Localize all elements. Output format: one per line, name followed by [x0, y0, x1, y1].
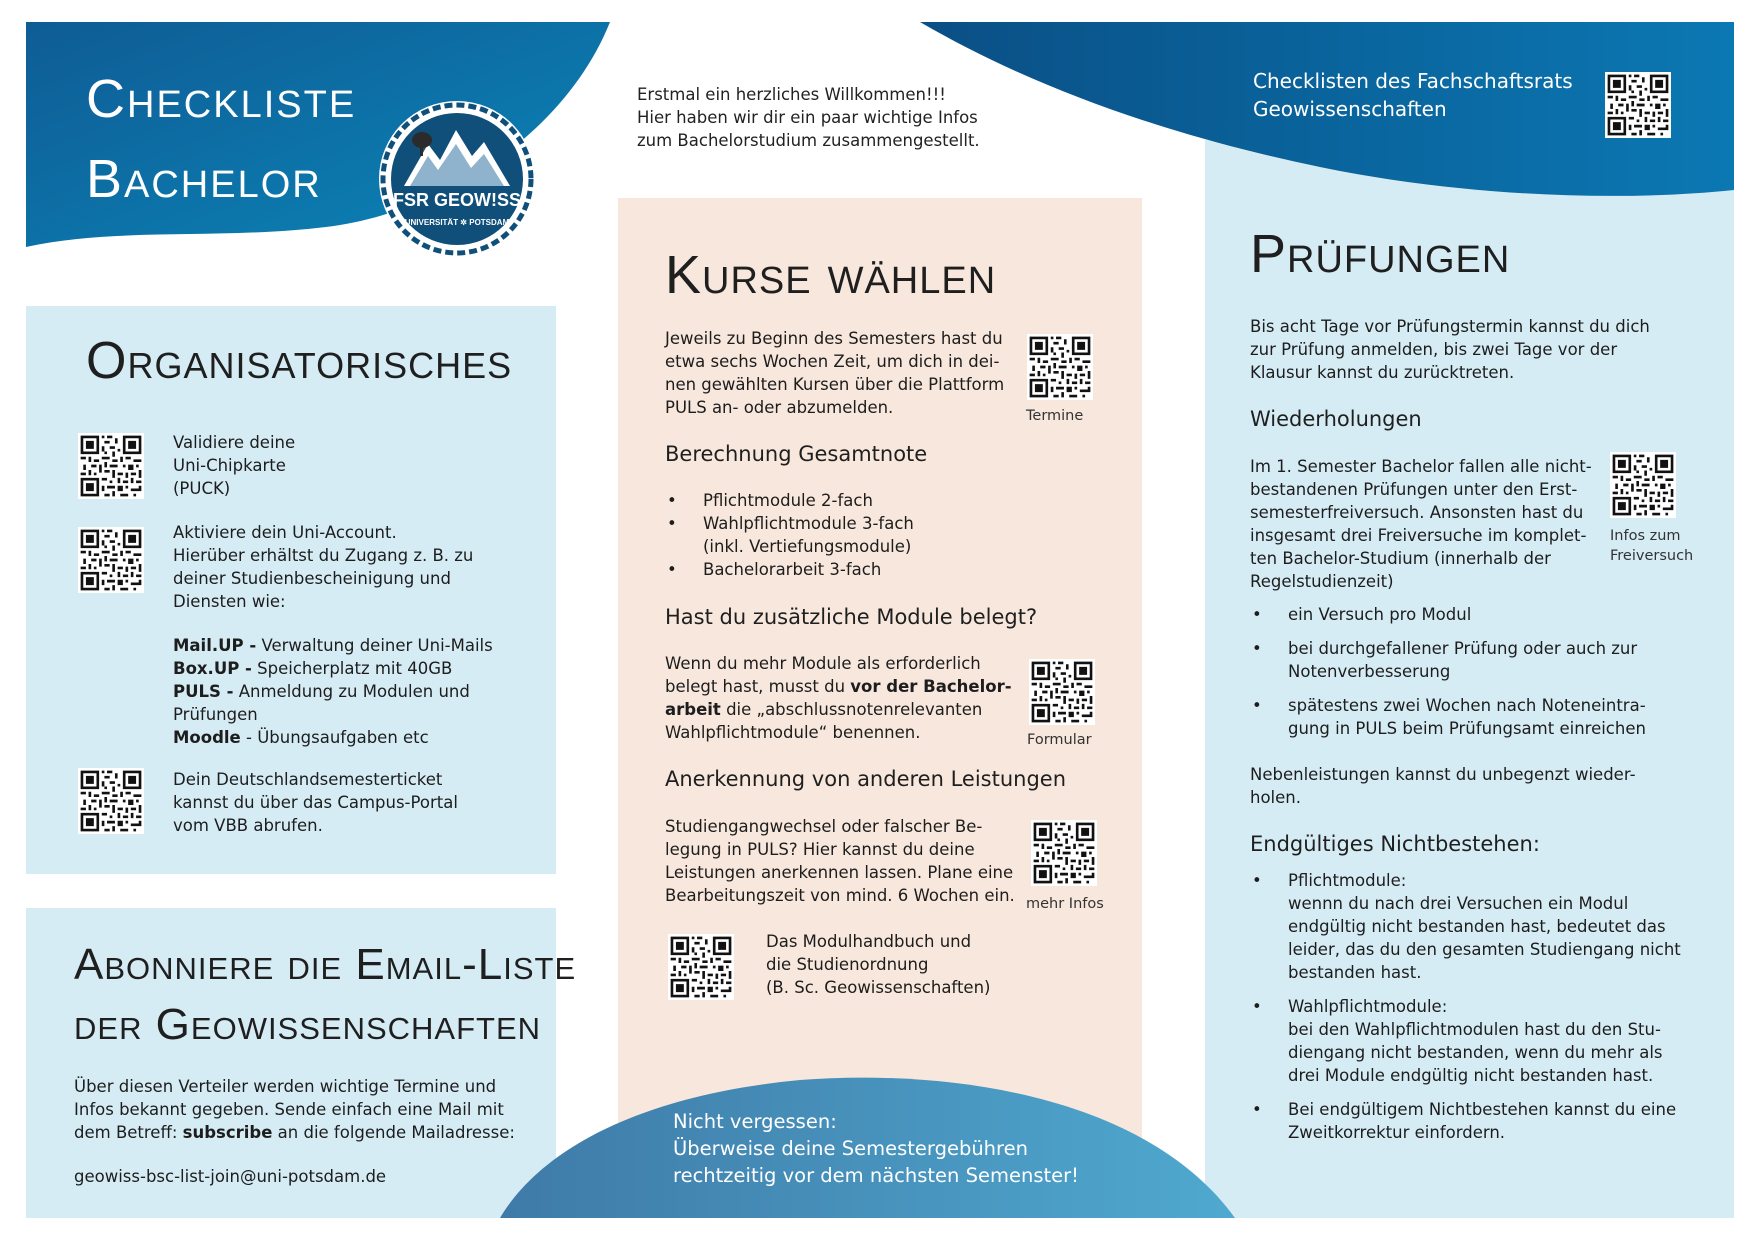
module-text: Wenn du mehr Module als erforderlich belegt hast, musst du vor der Bachelor- arbeit die „abschlussnotenrelevanten Wahlpflichtmodule“ benennen. — [665, 654, 1012, 742]
reminder-text: Nicht vergessen: Überweise deine Semestergebühren rechtzeitig vor dem nächsten Semenster! — [673, 1110, 1079, 1187]
wiederholungen-heading: Wiederholungen — [1250, 407, 1422, 431]
checkliste-title-line2: Bachelor — [86, 149, 322, 209]
wiederholungen-list — [1250, 603, 1720, 740]
email-liste-heading-line2: der Geowissenschaften — [74, 1000, 542, 1049]
wiederholungen-text: Im 1. Semester Bachelor fallen alle nicht- bestandenen Prüfungen unter den Erst- semesterfreiversuch. Ansonsten hast du insgesamt drei Freiversuche im komplet- ten Bachelor-Studium (innerhalb der Regelstudienzeit) — [1250, 457, 1592, 591]
freiversuch-qr-code[interactable] — [1610, 452, 1676, 518]
services-list — [173, 634, 493, 749]
checkliste-title-line1: Checkliste — [86, 69, 357, 129]
right-header-title: Checklisten des Fachschaftsrats Geowissenschaften — [1253, 69, 1573, 121]
pruefungen-heading: Prüfungen — [1250, 224, 1511, 284]
welcome-text: Erstmal ein herzliches Willkommen!!! Hier haben wir dir ein paar wichtige Infos zum Bachelorstudium zusammengestellt. — [637, 85, 980, 150]
email-liste-text: Über diesen Verteiler werden wichtige Termine und Infos bekannt gegeben. Sende einfach eine Mail mit dem Betreff: subscribe an die folgende Mailadresse: — [74, 1077, 515, 1142]
kurse-heading: Kurse wählen — [665, 245, 997, 305]
nichtbestehen-heading: Endgültiges Nichtbestehen: — [1250, 832, 1540, 856]
mehr-infos-qr-code[interactable] — [1031, 820, 1097, 886]
fsr-geowiss-logo — [376, 98, 538, 260]
list-item: • spätestens zwei Wochen nach Noteneintra- gung in PULS beim Prüfungsamt einreichen — [1250, 694, 1720, 740]
kurse-intro: Jeweils zu Beginn des Semesters hast du etwa sechs Wochen Zeit, um dich in dei- nen gewählten Kursen über die Plattform PULS an- oder abzumelden. — [665, 329, 1005, 417]
service-moodle: Moodle - Übungsaufgaben etc — [173, 728, 429, 747]
puck-text: Validiere deine Uni-Chipkarte (PUCK) — [173, 433, 296, 498]
formular-qr-code[interactable] — [1029, 659, 1095, 725]
checklisten-qr-code[interactable] — [1605, 72, 1671, 138]
modulhandbuch-text: Das Modulhandbuch und die Studienordnung (B. Sc. Geowissenschaften) — [766, 932, 991, 997]
email-liste-heading-line1: Abonniere die Email-Liste — [74, 940, 577, 989]
list-item: • Pflichtmodule: wennn du nach drei Versuchen ein Modul endgültig nicht bestanden hast, bedeutet das leider, das du den gesamten Studiengang nicht bestanden hast. — [1250, 869, 1720, 984]
gesamtnote-heading: Berechnung Gesamtnote — [665, 442, 928, 466]
pruefungen-intro: Bis acht Tage vor Prüfungstermin kannst du dich zur Prüfung anmelden, bis zwei Tage vor der Klausur kannst du zurücktreten. — [1250, 317, 1650, 382]
anerkennung-text: Studiengangwechsel oder falscher Be- legung in PULS? Hier kannst du deine Leistungen anerkennen lassen. Plane eine Bearbeitungszeit von mind. 6 Wochen ein. — [665, 817, 1015, 905]
email-address[interactable]: geowiss-bsc-list-join@uni-potsdam.de — [74, 1167, 387, 1186]
service-mail-up: Mail.UP - Verwaltung deiner Uni-Mails — [173, 636, 493, 655]
list-item: • Bei endgültigem Nichtbestehen kannst du eine Zweitkorrektur einfordern. — [1250, 1098, 1720, 1144]
formular-caption: Formular — [1027, 732, 1092, 748]
termine-qr-code[interactable] — [1027, 334, 1093, 400]
service-box-up: Box.UP - Speicherplatz mit 40GB — [173, 659, 453, 678]
logo-name: FSR GEOW!SS — [392, 190, 521, 210]
uni-account-qr-code[interactable] — [78, 527, 144, 593]
list-item: • ein Versuch pro Modul — [1250, 603, 1720, 626]
list-item: • Wahlpflichtmodule 3-fach (inkl. Vertiefungsmodule) — [665, 512, 914, 558]
mehr-infos-caption: mehr Infos — [1026, 896, 1104, 912]
list-item: • Bachelorarbeit 3-fach — [665, 558, 914, 581]
organisatorisches-heading: Organisatorisches — [86, 332, 513, 390]
uni-account-text: Aktiviere dein Uni-Account. Hierüber erhältst du Zugang z. B. zu deiner Studienbescheinigung und Diensten wie: — [173, 523, 474, 611]
anerkennung-heading: Anerkennung von anderen Leistungen — [665, 767, 1067, 791]
nichtbestehen-list — [1250, 869, 1720, 1144]
puck-qr-code[interactable] — [78, 433, 144, 499]
freiversuch-caption: Infos zum Freiversuch — [1610, 528, 1694, 564]
termine-caption: Termine — [1026, 408, 1084, 424]
gesamtnote-list — [665, 489, 914, 581]
service-puls-cont: Prüfungen — [173, 705, 258, 724]
semesterticket-text: Dein Deutschlandsemesterticket kannst du über das Campus-Portal vom VBB abrufen. — [173, 770, 458, 835]
list-item: • Wahlpflichtmodule: bei den Wahlpflichtmodulen hast du den Stu- diengang nicht bestanden, wenn du mehr als drei Module endgültig nicht bestanden hast. — [1250, 995, 1720, 1087]
module-heading: Hast du zusätzliche Module belegt? — [665, 605, 1038, 629]
service-puls: PULS - Anmeldung zu Modulen und — [173, 682, 470, 701]
nebenleistungen-text: Nebenleistungen kannst du unbegenzt wieder- holen. — [1250, 765, 1636, 807]
list-item: • bei durchgefallener Prüfung oder auch zur Notenverbesserung — [1250, 637, 1720, 683]
modulhandbuch-qr-code[interactable] — [668, 934, 734, 1000]
list-item: • Pflichtmodule 2-fach — [665, 489, 914, 512]
logo-ring-text: UNIVERSITÄT ✲ POTSDAM — [404, 218, 510, 227]
semesterticket-qr-code[interactable] — [78, 768, 144, 834]
